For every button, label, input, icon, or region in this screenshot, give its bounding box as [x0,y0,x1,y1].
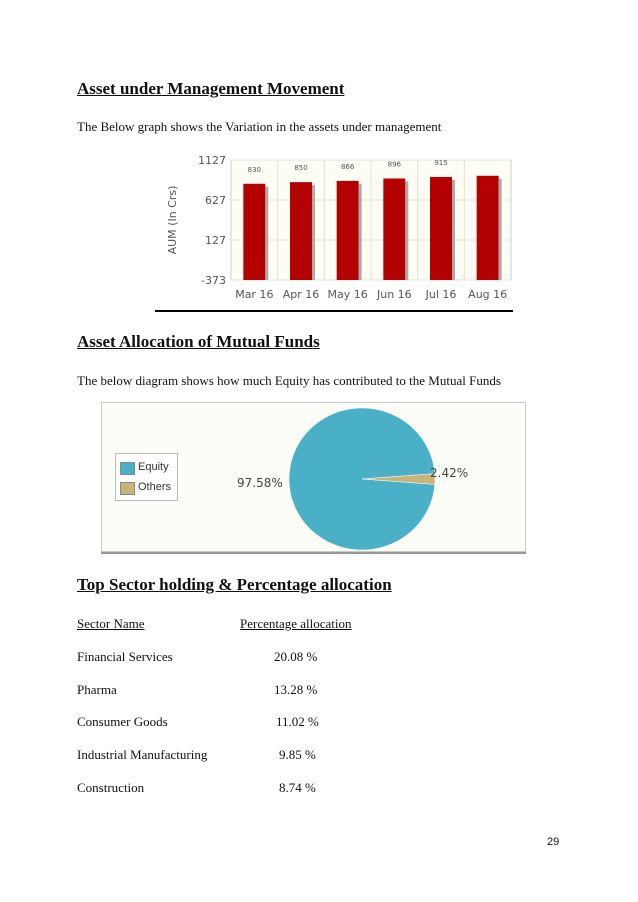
bar-mar-16 [243,184,265,280]
bar-shadow [312,185,315,280]
legend-swatch-equity [120,462,135,475]
legend-swatch-others [120,482,135,495]
bar-jul-16 [430,177,452,280]
allocation-heading: Asset Allocation of Mutual Funds [77,332,320,351]
x-tick-label: Aug 16 [468,288,508,301]
sector-name: Consumer Goods [77,714,168,729]
sector-table-header [77,616,497,634]
y-tick-label: 127 [205,234,226,247]
table-row [77,649,497,667]
bar-shadow [499,179,502,280]
page-number: 29 [547,836,560,848]
y-tick-label: 627 [205,194,226,207]
bar-shadow [452,180,455,280]
bar-shadow [359,184,362,280]
x-tick-label: May 16 [327,288,368,301]
sector-percentage: 13.28 % [274,682,318,697]
chart-underline [155,310,513,312]
aum-bar-chart [156,150,516,306]
sector-name: Industrial Manufacturing [77,747,208,762]
sector-percentage: 20.08 % [274,649,318,664]
y-axis-label: AUM (In Crs) [166,185,179,255]
table-row [77,714,497,732]
sector-percentage: 11.02 % [276,714,319,729]
sector-percentage: 9.85 % [279,747,316,762]
legend-label-others: Others [138,481,172,493]
pie-legend [115,453,178,501]
bar-jun-16 [383,178,405,280]
x-tick-label: Jun 16 [376,288,412,301]
sector-percentage: 8.74 % [279,780,316,795]
allocation-pie-panel [101,402,526,552]
bar-may-16 [337,181,359,280]
bar-apr-16 [290,182,312,280]
sector-name: Construction [77,780,145,795]
bar-aug-16 [477,176,499,280]
data-label: 915 [434,158,448,167]
bar-shadow [265,187,268,280]
y-tick-label: -373 [201,274,226,287]
sector-name: Pharma [77,682,117,697]
aum-heading: Asset under Management Movement [77,79,345,98]
legend-label-equity: Equity [138,461,169,473]
x-tick-label: Jul 16 [425,288,457,301]
x-tick-label: Apr 16 [282,288,320,301]
x-tick-label: Mar 16 [235,288,274,301]
column-header-sector: Sector Name [77,616,145,631]
slice-label-others: 2.42% [430,466,469,480]
data-label: 850 [294,164,308,173]
table-row [77,747,497,765]
allocation-description: The below diagram shows how much Equity has contributed to the Mutual Funds [77,373,501,388]
aum-description: The Below graph shows the Variation in the assets under management [77,119,442,134]
slice-label-equity: 97.58% [237,476,283,490]
sector-name: Financial Services [77,649,173,664]
bar-shadow [405,181,408,280]
table-row [77,780,497,798]
data-label: 866 [340,162,355,171]
data-label: 896 [387,160,402,169]
data-label: 830 [247,165,262,174]
sector-heading: Top Sector holding & Percentage allocation [77,575,392,594]
column-header-percentage: Percentage allocation [240,616,352,631]
y-tick-label: 1127 [198,154,226,167]
table-row [77,682,497,700]
